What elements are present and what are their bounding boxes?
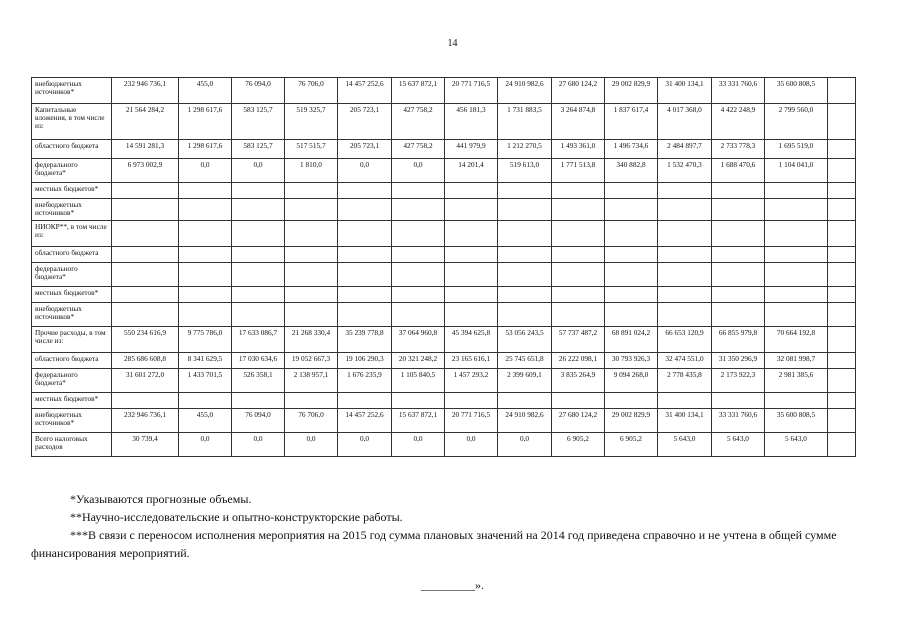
value-cell	[112, 199, 179, 221]
value-cell	[285, 247, 338, 263]
table-row	[32, 104, 856, 140]
value-cell	[605, 393, 658, 409]
value-cell	[112, 247, 179, 263]
row-label: федерального бюджета*	[32, 159, 112, 183]
empty-cell	[828, 263, 856, 287]
footnotes	[31, 490, 881, 562]
value-cell	[392, 303, 445, 327]
value-cell	[232, 199, 285, 221]
value-cell	[605, 221, 658, 247]
row-label: Прочие расходы, в том числе из:	[32, 327, 112, 353]
value-cell	[712, 183, 765, 199]
value-cell: 15 637 872,1	[392, 78, 445, 104]
value-cell	[605, 183, 658, 199]
empty-cell	[828, 159, 856, 183]
value-cell: 1 688 470,6	[712, 159, 765, 183]
value-cell	[445, 393, 498, 409]
row-label: НИОКР**, в том числе из:	[32, 221, 112, 247]
value-cell: 25 745 651,8	[498, 353, 552, 369]
value-cell	[445, 183, 498, 199]
value-cell: 0,0	[179, 433, 232, 457]
value-cell	[338, 393, 392, 409]
value-cell	[605, 247, 658, 263]
value-cell	[552, 183, 605, 199]
value-cell	[392, 393, 445, 409]
value-cell	[112, 221, 179, 247]
value-cell	[498, 183, 552, 199]
value-cell	[338, 221, 392, 247]
value-cell	[338, 263, 392, 287]
value-cell: 4 422 248,9	[712, 104, 765, 140]
value-cell: 1 676 235,9	[338, 369, 392, 393]
value-cell: 17 633 086,7	[232, 327, 285, 353]
value-cell	[712, 221, 765, 247]
value-cell	[285, 303, 338, 327]
value-cell: 23 165 616,1	[445, 353, 498, 369]
value-cell: 0,0	[445, 433, 498, 457]
value-cell: 1 493 361,0	[552, 140, 605, 159]
value-cell	[392, 221, 445, 247]
value-cell	[445, 247, 498, 263]
value-cell: 583 125,7	[232, 104, 285, 140]
value-cell: 53 056 243,5	[498, 327, 552, 353]
value-cell: 35 239 778,8	[338, 327, 392, 353]
value-cell	[498, 303, 552, 327]
value-cell: 550 234 616,9	[112, 327, 179, 353]
row-label: местных бюджетов*	[32, 393, 112, 409]
value-cell: 76 706,0	[285, 78, 338, 104]
value-cell	[112, 263, 179, 287]
value-cell: 31 400 134,1	[658, 409, 712, 433]
value-cell: 1 695 519,0	[765, 140, 828, 159]
value-cell	[392, 183, 445, 199]
value-cell: 1 433 701,5	[179, 369, 232, 393]
value-cell: 205 723,1	[338, 104, 392, 140]
value-cell: 17 030 634,6	[232, 353, 285, 369]
value-cell: 4 017 368,0	[658, 104, 712, 140]
table-row	[32, 369, 856, 393]
value-cell	[658, 263, 712, 287]
table-row	[32, 393, 856, 409]
value-cell	[232, 287, 285, 303]
value-cell: 27 680 124,2	[552, 78, 605, 104]
table-row	[32, 327, 856, 353]
value-cell	[498, 287, 552, 303]
value-cell: 68 891 024,2	[605, 327, 658, 353]
value-cell	[179, 263, 232, 287]
value-cell: 9 094 268,0	[605, 369, 658, 393]
value-cell: 14 457 252,6	[338, 78, 392, 104]
value-cell	[712, 199, 765, 221]
value-cell: 427 758,2	[392, 140, 445, 159]
value-cell: 14 591 281,3	[112, 140, 179, 159]
value-cell: 32 474 551,0	[658, 353, 712, 369]
row-label: местных бюджетов*	[32, 183, 112, 199]
closing-mark: _________».	[421, 578, 484, 592]
value-cell	[179, 393, 232, 409]
table-row	[32, 353, 856, 369]
value-cell	[232, 183, 285, 199]
value-cell: 19 052 667,3	[285, 353, 338, 369]
value-cell	[658, 287, 712, 303]
table-row	[32, 263, 856, 287]
value-cell	[498, 221, 552, 247]
footnote-niokr: **Научно-исследовательские и опытно-конструкторские работы.	[70, 510, 403, 524]
value-cell: 519 613,0	[498, 159, 552, 183]
value-cell: 1 837 617,4	[605, 104, 658, 140]
value-cell: 14 457 252,6	[338, 409, 392, 433]
value-cell	[765, 247, 828, 263]
value-cell	[285, 393, 338, 409]
value-cell	[552, 221, 605, 247]
value-cell	[552, 263, 605, 287]
value-cell	[765, 393, 828, 409]
row-label: областного бюджета	[32, 247, 112, 263]
value-cell: 45 394 625,8	[445, 327, 498, 353]
value-cell: 455,0	[179, 78, 232, 104]
value-cell: 1 104 041,0	[765, 159, 828, 183]
value-cell: 6 973 002,9	[112, 159, 179, 183]
value-cell: 0,0	[338, 159, 392, 183]
row-label: Капитальные вложения, в том числе из:	[32, 104, 112, 140]
value-cell	[179, 303, 232, 327]
empty-cell	[828, 199, 856, 221]
value-cell: 20 771 716,5	[445, 78, 498, 104]
value-cell: 9 775 786,0	[179, 327, 232, 353]
value-cell: 1 105 840,5	[392, 369, 445, 393]
value-cell: 3 835 264,9	[552, 369, 605, 393]
value-cell: 1 298 617,6	[179, 104, 232, 140]
value-cell: 0,0	[179, 159, 232, 183]
value-cell: 21 268 330,4	[285, 327, 338, 353]
value-cell: 232 946 736,1	[112, 78, 179, 104]
value-cell	[498, 393, 552, 409]
value-cell: 441 979,9	[445, 140, 498, 159]
value-cell: 76 094,0	[232, 409, 285, 433]
row-label: местных бюджетов*	[32, 287, 112, 303]
value-cell: 583 125,7	[232, 140, 285, 159]
empty-cell	[828, 287, 856, 303]
value-cell: 37 064 960,8	[392, 327, 445, 353]
value-cell: 1 212 270,5	[498, 140, 552, 159]
value-cell: 30 793 926,3	[605, 353, 658, 369]
value-cell	[338, 287, 392, 303]
value-cell: 1 731 883,5	[498, 104, 552, 140]
value-cell: 20 321 248,2	[392, 353, 445, 369]
value-cell	[605, 199, 658, 221]
value-cell	[712, 303, 765, 327]
value-cell	[392, 263, 445, 287]
row-label: внебюджетных источников*	[32, 78, 112, 104]
value-cell: 70 664 192,8	[765, 327, 828, 353]
value-cell	[392, 199, 445, 221]
value-cell: 1 496 734,6	[605, 140, 658, 159]
value-cell	[552, 247, 605, 263]
value-cell	[445, 221, 498, 247]
value-cell	[605, 303, 658, 327]
value-cell: 35 600 808,5	[765, 78, 828, 104]
value-cell: 2 173 922,3	[712, 369, 765, 393]
value-cell: 427 758,2	[392, 104, 445, 140]
row-label: областного бюджета	[32, 353, 112, 369]
row-label: областного бюджета	[32, 140, 112, 159]
value-cell: 5 643,0	[658, 433, 712, 457]
value-cell: 456 181,3	[445, 104, 498, 140]
value-cell	[712, 393, 765, 409]
value-cell: 2 981 385,6	[765, 369, 828, 393]
value-cell	[285, 183, 338, 199]
value-cell	[658, 247, 712, 263]
row-label: внебюджетных источников*	[32, 199, 112, 221]
table-row	[32, 433, 856, 457]
value-cell	[179, 221, 232, 247]
value-cell	[112, 287, 179, 303]
empty-cell	[828, 303, 856, 327]
value-cell	[658, 199, 712, 221]
value-cell: 15 637 872,1	[392, 409, 445, 433]
row-label: внебюджетных источников*	[32, 409, 112, 433]
value-cell	[605, 287, 658, 303]
value-cell	[498, 263, 552, 287]
value-cell	[605, 263, 658, 287]
value-cell	[179, 183, 232, 199]
row-label: внебюджетных источников*	[32, 303, 112, 327]
value-cell: 66 855 979,8	[712, 327, 765, 353]
value-cell: 1 457 293,2	[445, 369, 498, 393]
value-cell	[392, 287, 445, 303]
value-cell: 19 106 290,3	[338, 353, 392, 369]
empty-cell	[828, 104, 856, 140]
value-cell: 27 680 124,2	[552, 409, 605, 433]
value-cell	[232, 247, 285, 263]
value-cell: 31 350 296,9	[712, 353, 765, 369]
value-cell	[658, 393, 712, 409]
value-cell	[338, 183, 392, 199]
value-cell	[285, 287, 338, 303]
value-cell: 33 331 760,6	[712, 409, 765, 433]
value-cell: 2 484 897,7	[658, 140, 712, 159]
value-cell	[232, 263, 285, 287]
financing-table	[31, 77, 856, 457]
value-cell	[179, 287, 232, 303]
table-row	[32, 221, 856, 247]
value-cell: 0,0	[285, 433, 338, 457]
value-cell: 0,0	[232, 159, 285, 183]
value-cell: 0,0	[392, 433, 445, 457]
value-cell: 76 706,0	[285, 409, 338, 433]
value-cell	[498, 247, 552, 263]
value-cell	[445, 303, 498, 327]
value-cell: 35 600 808,5	[765, 409, 828, 433]
value-cell	[285, 199, 338, 221]
table-row	[32, 409, 856, 433]
row-label: федерального бюджета*	[32, 369, 112, 393]
value-cell	[112, 183, 179, 199]
value-cell: 205 723,1	[338, 140, 392, 159]
table-row	[32, 78, 856, 104]
value-cell: 340 882,8	[605, 159, 658, 183]
value-cell	[232, 393, 285, 409]
value-cell	[765, 303, 828, 327]
table-row	[32, 199, 856, 221]
table-row	[32, 287, 856, 303]
value-cell	[338, 199, 392, 221]
value-cell: 5 643,0	[712, 433, 765, 457]
value-cell	[112, 303, 179, 327]
value-cell	[445, 199, 498, 221]
value-cell	[765, 221, 828, 247]
value-cell: 20 771 716,5	[445, 409, 498, 433]
empty-cell	[828, 140, 856, 159]
empty-cell	[828, 393, 856, 409]
value-cell: 31 601 272,0	[112, 369, 179, 393]
value-cell	[765, 287, 828, 303]
value-cell: 29 002 829,9	[605, 78, 658, 104]
empty-cell	[828, 409, 856, 433]
value-cell	[179, 199, 232, 221]
value-cell: 31 400 134,1	[658, 78, 712, 104]
value-cell	[285, 263, 338, 287]
value-cell: 3 264 874,8	[552, 104, 605, 140]
empty-cell	[828, 433, 856, 457]
value-cell	[232, 303, 285, 327]
value-cell: 26 222 098,1	[552, 353, 605, 369]
empty-cell	[828, 78, 856, 104]
value-cell: 0,0	[338, 433, 392, 457]
value-cell	[712, 263, 765, 287]
value-cell: 6 905,2	[552, 433, 605, 457]
value-cell	[552, 287, 605, 303]
value-cell	[765, 263, 828, 287]
page-number: 14	[447, 38, 458, 49]
value-cell: 32 081 998,7	[765, 353, 828, 369]
value-cell: 526 358,1	[232, 369, 285, 393]
empty-cell	[828, 221, 856, 247]
value-cell: 6 905,2	[605, 433, 658, 457]
value-cell: 76 094,0	[232, 78, 285, 104]
value-cell: 0,0	[498, 433, 552, 457]
value-cell	[445, 287, 498, 303]
empty-cell	[828, 247, 856, 263]
value-cell: 0,0	[392, 159, 445, 183]
value-cell	[392, 247, 445, 263]
value-cell: 8 341 629,5	[179, 353, 232, 369]
value-cell: 519 325,7	[285, 104, 338, 140]
value-cell	[658, 221, 712, 247]
footnote-forecast: *Указываются прогнозные объемы.	[70, 492, 252, 506]
value-cell	[658, 183, 712, 199]
empty-cell	[828, 327, 856, 353]
value-cell	[112, 393, 179, 409]
value-cell: 1 771 513,8	[552, 159, 605, 183]
table-row	[32, 140, 856, 159]
value-cell	[445, 263, 498, 287]
value-cell	[765, 183, 828, 199]
row-label: федерального бюджета*	[32, 263, 112, 287]
value-cell	[712, 247, 765, 263]
value-cell	[338, 247, 392, 263]
value-cell: 29 002 829,9	[605, 409, 658, 433]
value-cell: 2 733 778,3	[712, 140, 765, 159]
value-cell: 0,0	[232, 433, 285, 457]
value-cell	[552, 393, 605, 409]
value-cell: 2 399 609,1	[498, 369, 552, 393]
value-cell	[552, 303, 605, 327]
value-cell	[765, 199, 828, 221]
value-cell: 1 298 617,6	[179, 140, 232, 159]
empty-cell	[828, 369, 856, 393]
value-cell: 1 532 470,3	[658, 159, 712, 183]
value-cell: 66 653 120,9	[658, 327, 712, 353]
table-row	[32, 303, 856, 327]
value-cell: 2 138 957,1	[285, 369, 338, 393]
value-cell	[179, 247, 232, 263]
value-cell: 1 810,0	[285, 159, 338, 183]
value-cell	[658, 303, 712, 327]
value-cell: 285 686 608,8	[112, 353, 179, 369]
value-cell: 455,0	[179, 409, 232, 433]
value-cell: 517 515,7	[285, 140, 338, 159]
value-cell: 24 910 982,6	[498, 78, 552, 104]
value-cell: 21 564 284,2	[112, 104, 179, 140]
value-cell: 5 643,0	[765, 433, 828, 457]
value-cell: 24 910 982,6	[498, 409, 552, 433]
value-cell: 2 778 435,8	[658, 369, 712, 393]
table-row	[32, 247, 856, 263]
value-cell	[712, 287, 765, 303]
value-cell: 14 201,4	[445, 159, 498, 183]
value-cell: 30 739,4	[112, 433, 179, 457]
value-cell	[285, 221, 338, 247]
value-cell: 2 799 560,0	[765, 104, 828, 140]
value-cell	[552, 199, 605, 221]
value-cell: 33 331 760,6	[712, 78, 765, 104]
table-row	[32, 159, 856, 183]
empty-cell	[828, 183, 856, 199]
value-cell	[338, 303, 392, 327]
value-cell	[232, 221, 285, 247]
value-cell: 232 946 736,1	[112, 409, 179, 433]
row-label: Всего налоговых расходов	[32, 433, 112, 457]
value-cell	[498, 199, 552, 221]
empty-cell	[828, 353, 856, 369]
value-cell: 57 737 487,2	[552, 327, 605, 353]
table-row	[32, 183, 856, 199]
footnote-transfer: ***В связи с переносом исполнения мероприятия на 2015 год сумма плановых значений на 2014 год приведена справочно и не учтена в общей сумме финансирования мероприятий.	[31, 528, 837, 560]
